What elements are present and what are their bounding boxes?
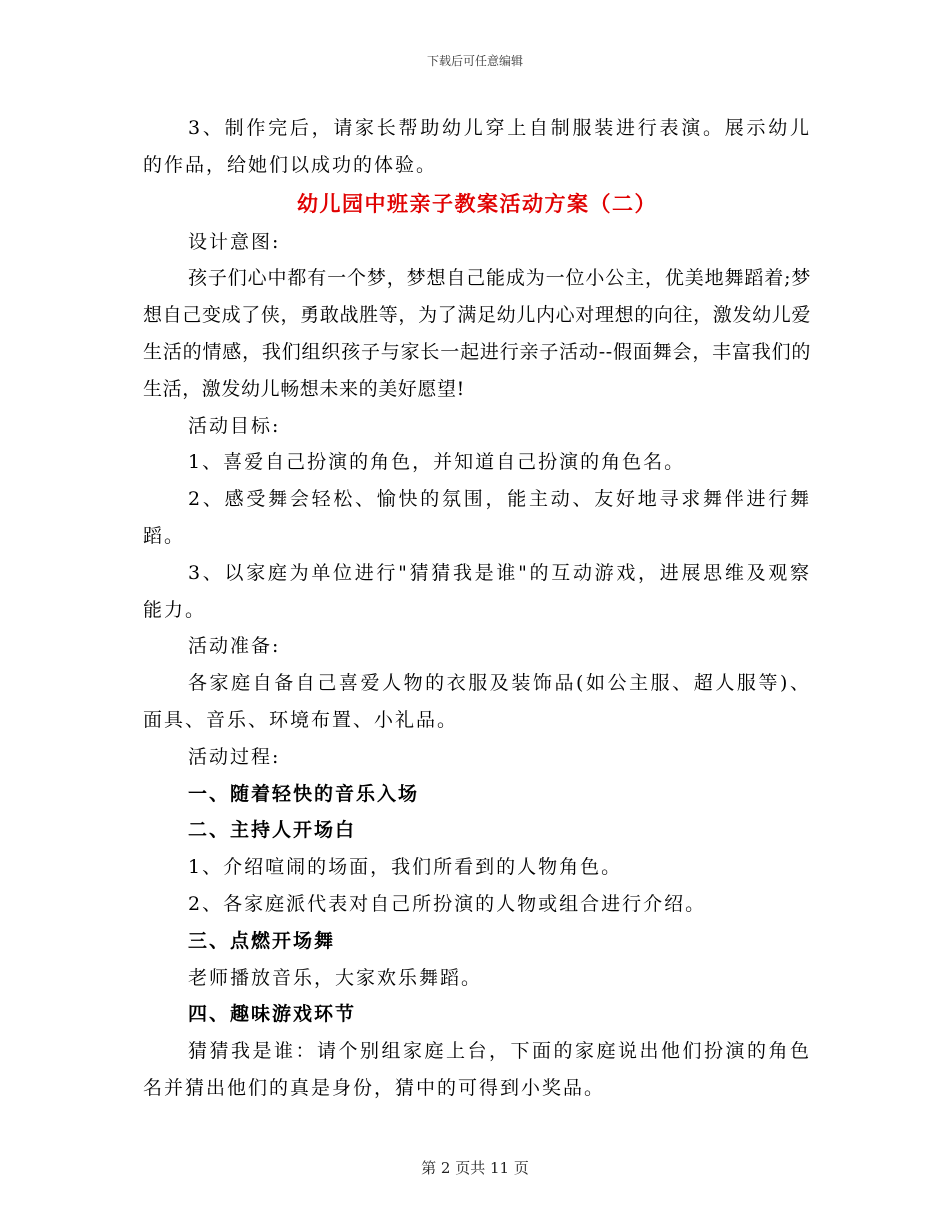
step-heading: 一、随着轻快的音乐入场 — [188, 782, 420, 805]
paragraph: 猜猜我是谁：请个别组家庭上台，下面的家庭说出他们扮演的角色名并猜出他们的真是身份，猜中的可得到小奖品。 — [143, 1040, 811, 1099]
paragraph: 各家庭自备自己喜爱人物的衣服及装饰品(如公主服、超人服等)、面具、音乐、环境布置、小礼品。 — [143, 672, 811, 731]
page-number: 第 2 页共 11 页 — [421, 1159, 529, 1177]
label-activity-goals: 活动目标: — [188, 414, 281, 437]
list-item: 3、以家庭为单位进行"猜猜我是谁"的互动游戏，进展思维及观察能力。 — [143, 561, 811, 621]
label-activity-prep: 活动准备: — [188, 635, 281, 658]
label-activity-process: 活动过程: — [188, 745, 281, 768]
label-design-intent: 设计意图: — [188, 230, 281, 253]
list-item: 1、介绍喧闹的场面，我们所看到的人物角色。 — [188, 856, 623, 879]
list-item: 1、喜爱自己扮演的角色，并知道自己扮演的角色名。 — [188, 451, 686, 474]
step-heading: 二、主持人开场白 — [188, 819, 357, 842]
paragraph: 3、制作完后，请家长帮助幼儿穿上自制服装进行表演。展示幼儿的作品，给她们以成功的体验。 — [143, 117, 811, 176]
paragraph: 老师播放音乐，大家欢乐舞蹈。 — [188, 966, 483, 989]
step-heading: 四、趣味游戏环节 — [188, 1003, 357, 1026]
section-title: 幼儿园中班亲子教案活动方案（二） — [297, 190, 657, 216]
list-item: 2、各家庭派代表对自己所扮演的人物或组合进行介绍。 — [188, 892, 707, 915]
step-heading: 三、点燃开场舞 — [188, 929, 336, 952]
page-header: 下载后可任意编辑 — [426, 54, 523, 68]
list-item: 2、感受舞会轻松、愉快的氛围，能主动、友好地寻求舞伴进行舞蹈。 — [143, 488, 811, 547]
paragraph: 孩子们心中都有一个梦，梦想自己能成为一位小公主，优美地舞蹈着;梦想自己变成了侠，勇敢战胜等，为了满足幼儿内心对理想的向往，激发幼儿爱生活的情感，我们组织孩子与家长一起进行亲子活动--假面舞会，丰富我们的生活，激发幼儿畅想未来的美好愿望! — [143, 267, 811, 400]
document-body — [143, 110, 811, 1107]
